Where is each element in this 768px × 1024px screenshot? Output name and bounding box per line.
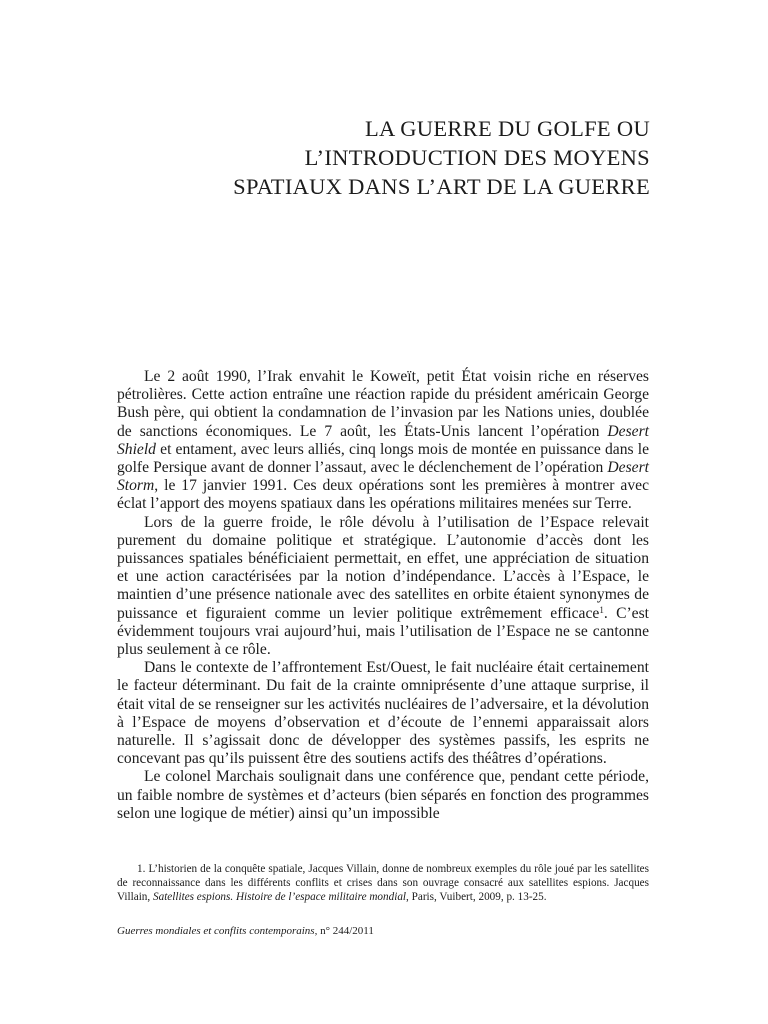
paragraph-2-text-b: . C’est évidemment toujours vrai aujourd’hui, mais l’utilisation de l’Espace ne se cantonne plus seulement à ce rôle.	[117, 604, 649, 659]
footnote-text-a: 1. L’historien de la conquête spatiale, Jacques Villain, donne de nombreux exemples du rôle joué par les satellites de reconnaissance dans les différents conflits et crises dans son ouvrage consacré aux satellites espions. Jacques Villain,	[117, 863, 649, 903]
footnote-reference: 1	[599, 604, 604, 615]
paragraph-2-text-a: Lors de la guerre froide, le rôle dévolu à l’utilisation de l’Espace relevait purement du domaine politique et stratégique. L’autonomie d’accès dont les puissances spatiales bénéficiaient permettait, en effet, une appréciation de situation et une action caractérisées par la notion d’indépendance. L’accès à l’Espace, le maintien d’une présence nationale avec des satellites en orbite étaient synonymes de puissance et figuraient comme un levier politique extrêmement efficace	[117, 513, 649, 622]
running-footer	[117, 924, 649, 938]
title-line-1: LA GUERRE DU GOLFE OU	[364, 116, 650, 141]
paragraph-1-text-a: Le 2 août 1990, l’Irak envahit le Koweït, petit État voisin riche en réserves pétrolières. Cette action entraîne une réaction rapide du président américain George Bush père, qui obtient la condamnation de l’invasion par les Nations unies, doublée de sanctions économiques. Le 7 août, les États-Unis lancent l’opération	[117, 368, 649, 440]
paragraph-2	[117, 514, 649, 660]
title-line-3: SPATIAUX DANS L’ART DE LA GUERRE	[233, 174, 650, 199]
chapter-title	[90, 114, 650, 201]
paragraph-1-text-b: et entament, avec leurs alliés, cinq longs mois de montée en puissance dans le golfe Persique avant de donner l’assaut, avec le déclenchement de l’opération	[117, 440, 649, 477]
operation-name-desert-shield: Desert Shield	[117, 422, 649, 458]
journal-name: Guerres mondiales et conflits contemporains,	[117, 925, 318, 937]
body-text	[117, 368, 649, 823]
issue-number: n° 244/2011	[317, 925, 374, 937]
operation-name-desert-storm: Desert Storm	[117, 459, 649, 495]
footnote-book-title: Satellites espions. Histoire de l’espace militaire mondial	[153, 891, 407, 903]
footnote-text-b: , Paris, Vuibert, 2009, p. 13-25.	[406, 891, 547, 903]
paragraph-1	[117, 368, 649, 514]
paragraph-3: Dans le contexte de l’affrontement Est/Ouest, le fait nucléaire était certainement le facteur déterminant. Du fait de la crainte omniprésente d’une attaque surprise, il était vital de se renseigner sur les activités nucléaires de l’adversaire, et la dévolution à l’Espace de moyens d’observation et d’écoute de l’ennemi apparaissait alors naturelle. Il s’agissait donc de développer des systèmes passifs, les esprits ne concevant pas qu’ils puissent être des soutiens actifs des théâtres d’opérations.	[117, 659, 649, 768]
paragraph-1-text-c: , le 17 janvier 1991. Ces deux opérations sont les premières à montrer avec éclat l’apport des moyens spatiaux dans les opérations militaires menées sur Terre.	[117, 477, 649, 513]
footnote	[117, 862, 649, 904]
title-line-2: L’INTRODUCTION DES MOYENS	[304, 145, 650, 170]
paragraph-4: Le colonel Marchais soulignait dans une conférence que, pendant cette période, un faible nombre de systèmes et d’acteurs (bien séparés en fonction des programmes selon une logique de métier) ainsi qu’un impossible	[117, 768, 649, 822]
